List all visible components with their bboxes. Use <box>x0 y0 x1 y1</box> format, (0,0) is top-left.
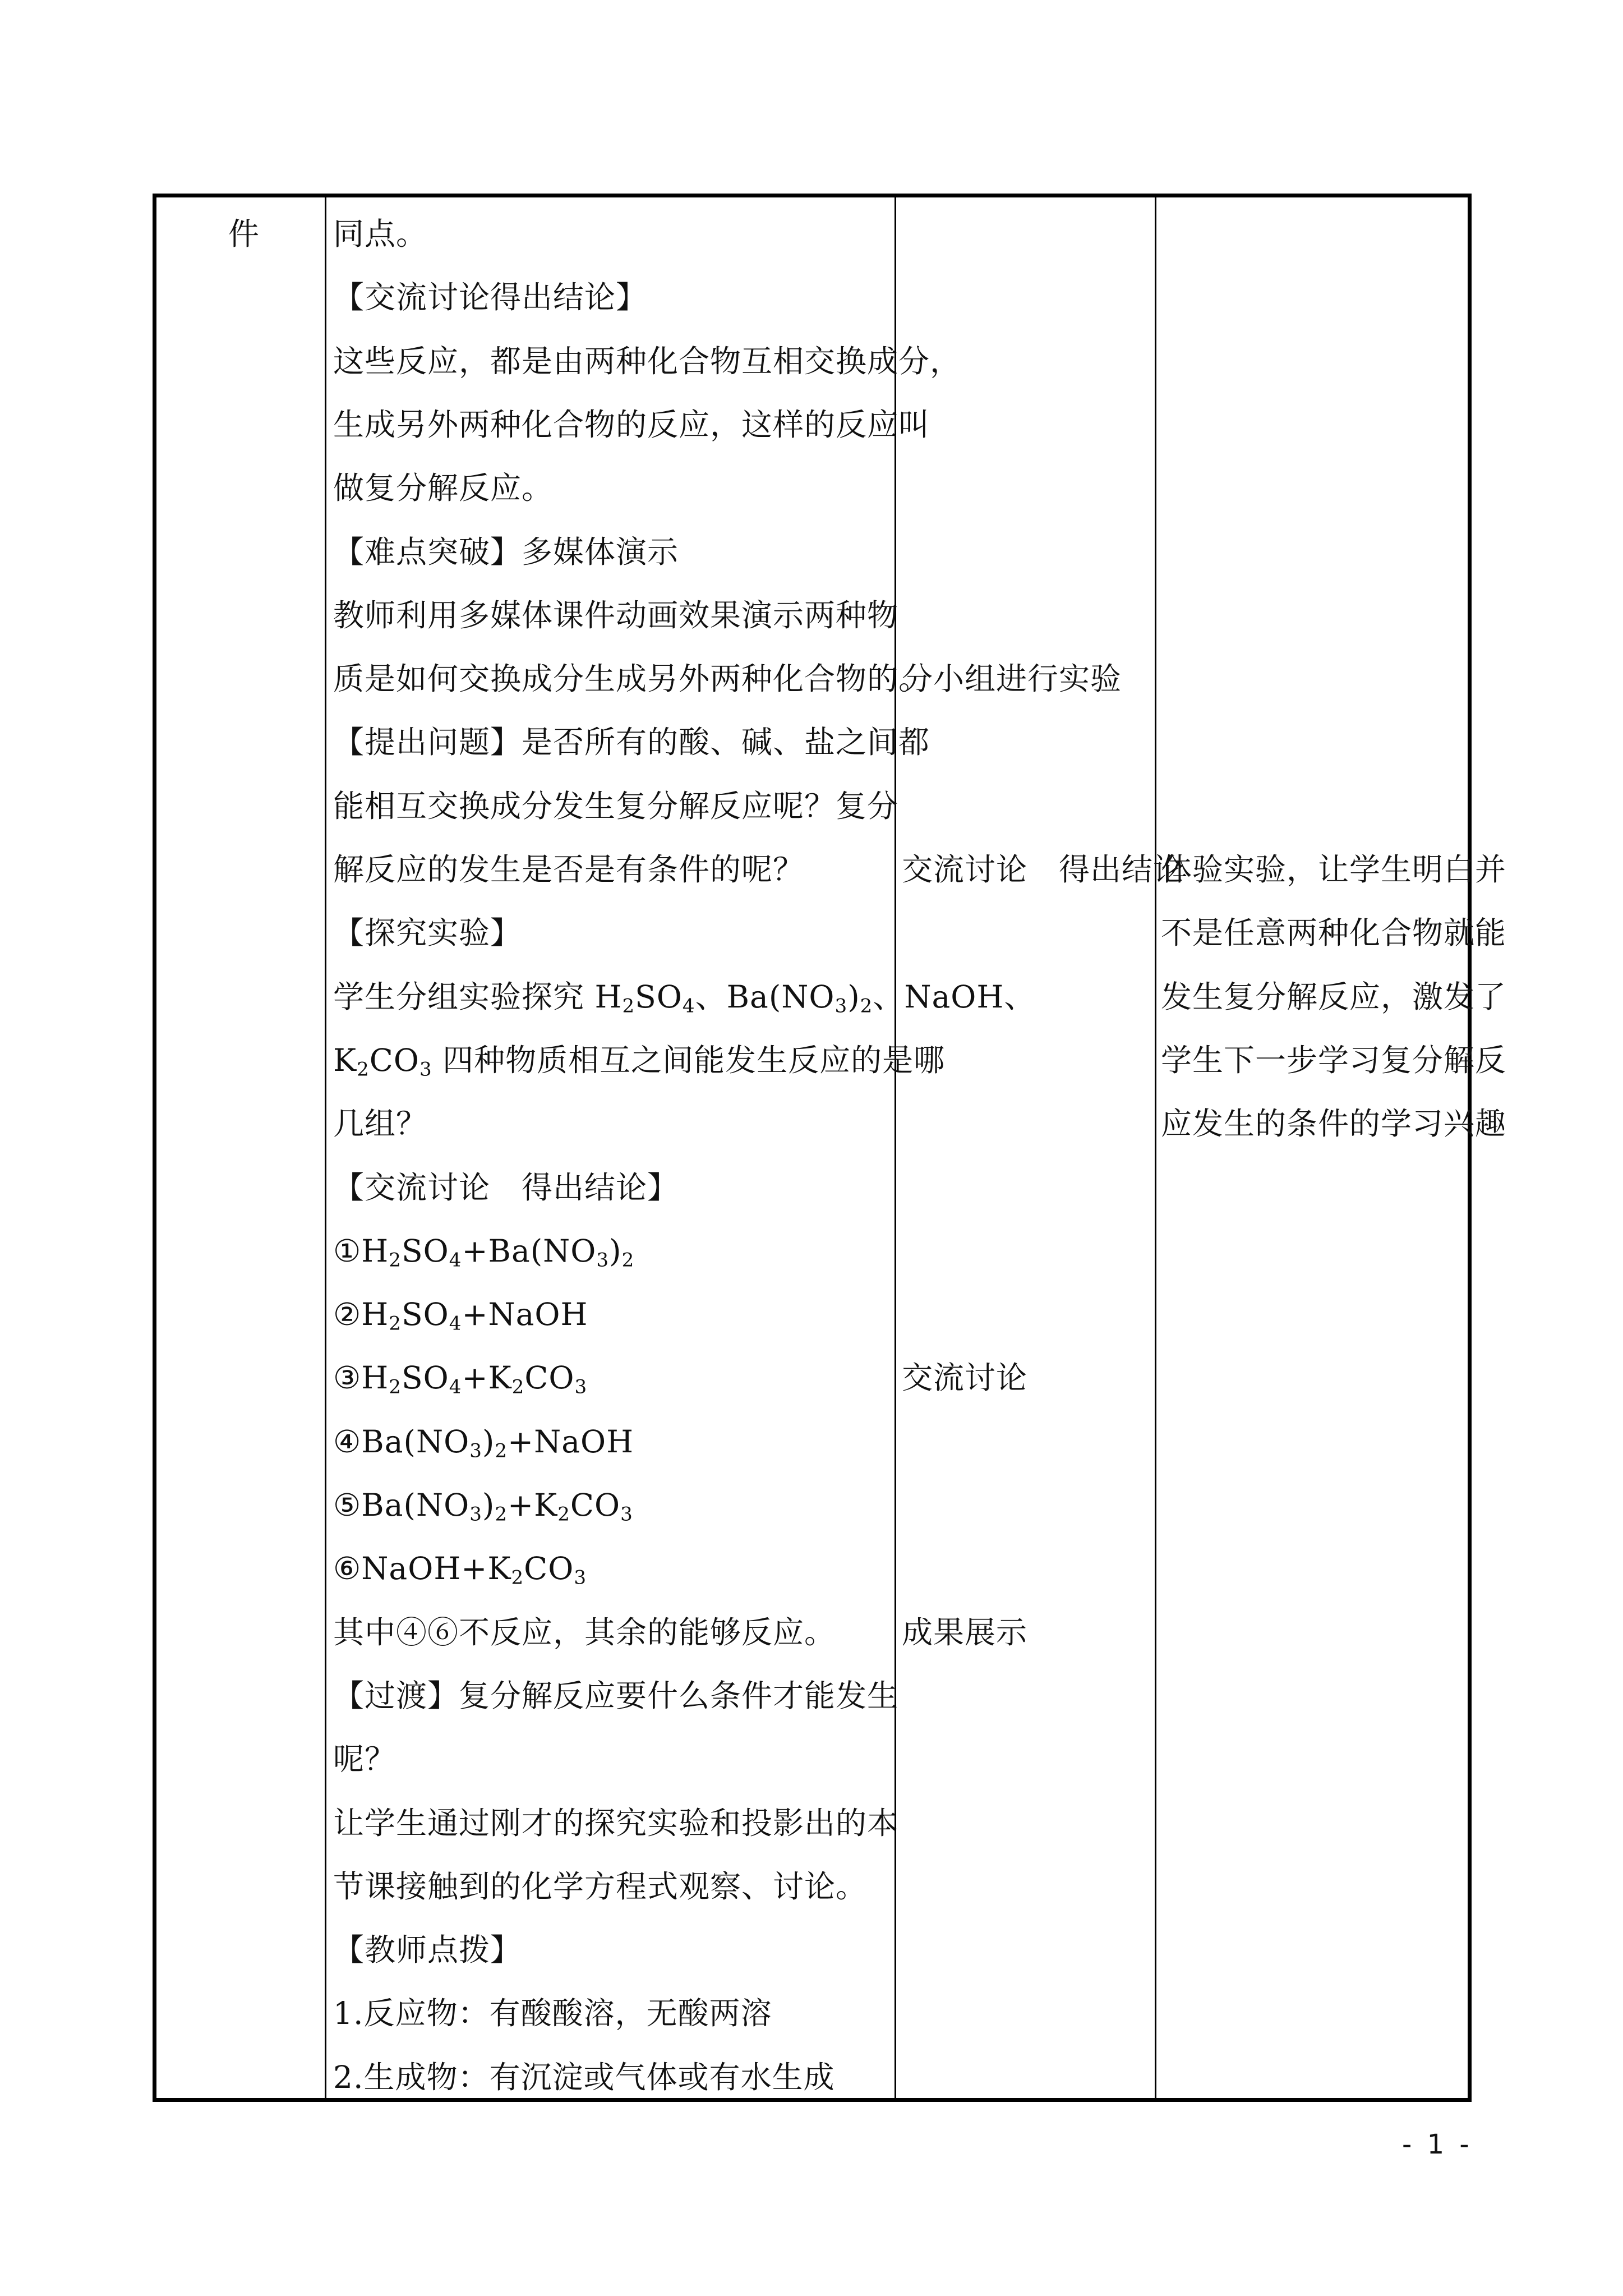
teacher-text-line: 解反应的发生是否是有条件的呢？ <box>333 852 805 887</box>
teacher-text-line: 几组？ <box>333 1106 428 1142</box>
column-divider <box>1155 197 1156 2098</box>
design-intent-column <box>1158 197 1507 2098</box>
design-intent-line: 发生复分解反应，激发了 <box>1161 978 1507 1015</box>
student-activity-item: 交流讨论 <box>902 1360 1028 1396</box>
lesson-table <box>153 194 1507 2102</box>
teacher-text-line: 做复分解反应。 <box>333 470 554 507</box>
teacher-text-line: 其中④⑥不反应，其余的能够反应。 <box>333 1614 836 1650</box>
section-column <box>156 197 325 2098</box>
teacher-text-line: 【过渡】复分解反应要什么条件才能发生 <box>333 1677 899 1714</box>
teacher-text-line: 这些反应，都是由两种化合物互相交换成分， <box>333 343 962 379</box>
teacher-text-line: 【难点突破】多媒体演示 <box>333 533 679 570</box>
teacher-text-line: 让学生通过刚才的探究实验和投影出的本 <box>333 1805 899 1841</box>
page-number: - 1 - <box>1402 2129 1473 2160</box>
teacher-text-line: $K_2CO_3$ 四种物质相互之间能发生反应的是哪 <box>333 1042 946 1081</box>
student-activity-item: 成果展示 <box>902 1614 1028 1650</box>
teacher-text-line: 生成另外两种化合物的反应，这样的反应叫 <box>333 406 930 443</box>
column-divider <box>325 197 326 2098</box>
teacher-text-line: $②H_2SO_4+NaOH$ <box>333 1296 588 1335</box>
section-label: 件 <box>228 216 260 252</box>
teacher-text-line: 教师利用多媒体课件动画效果演示两种物 <box>333 597 899 633</box>
teacher-text-line: 【探究实验】 <box>333 915 522 951</box>
teacher-text-line: $⑥NaOH+K_2CO_3$ <box>333 1550 587 1589</box>
teacher-text-line: 学生分组实验探究 $H_2SO_4$、$Ba(NO_3)_2$、NaOH、 <box>333 978 1036 1018</box>
teacher-text-line: $⑤Ba(NO_3)_2+K_2CO_3$ <box>333 1487 633 1526</box>
design-intent-line: 学生下一步学习复分解反 <box>1161 1042 1507 1078</box>
teacher-text-line: 1.反应物：有酸酸溶，无酸两溶 <box>333 1995 772 2032</box>
teacher-text-line: 呢？ <box>333 1741 396 1778</box>
teacher-text-line: $③H_2SO_4+K_2CO_3$ <box>333 1360 588 1398</box>
design-intent-line: 应发生的条件的学习兴趣 <box>1161 1106 1507 1142</box>
student-activity-item: 交流讨论 得出结论 <box>902 852 1185 887</box>
teacher-text-line: $①H_2SO_4+Ba(NO_3)_2$ <box>333 1232 635 1272</box>
teacher-text-line: $④Ba(NO_3)_2+NaOH$ <box>333 1423 634 1462</box>
teacher-text-line: 【交流讨论 得出结论】 <box>333 1169 679 1205</box>
design-intent-line: 体验实验，让学生明白并 <box>1161 852 1507 887</box>
design-intent-line: 不是任意两种化合物就能 <box>1161 915 1507 951</box>
teacher-text-line: 节课接触到的化学方程式观察、讨论。 <box>333 1868 868 1904</box>
teacher-text-line: 【教师点拨】 <box>333 1932 522 1968</box>
teacher-text-line: 质是如何交换成分生成另外两种化合物的。 <box>333 661 930 697</box>
teacher-text-line: 同点。 <box>333 216 428 252</box>
teacher-text-line: 【交流讨论得出结论】 <box>333 279 648 316</box>
teacher-text-line: 能相互交换成分发生复分解反应呢？复分 <box>333 788 899 824</box>
student-activity-item: 分小组进行实验 <box>902 661 1122 697</box>
student-activity-column <box>897 197 1185 2098</box>
teacher-text-line: 【提出问题】是否所有的酸、碱、盐之间都 <box>333 724 930 761</box>
teacher-text-line: 2.生成物：有沉淀或气体或有水生成 <box>333 2059 835 2095</box>
